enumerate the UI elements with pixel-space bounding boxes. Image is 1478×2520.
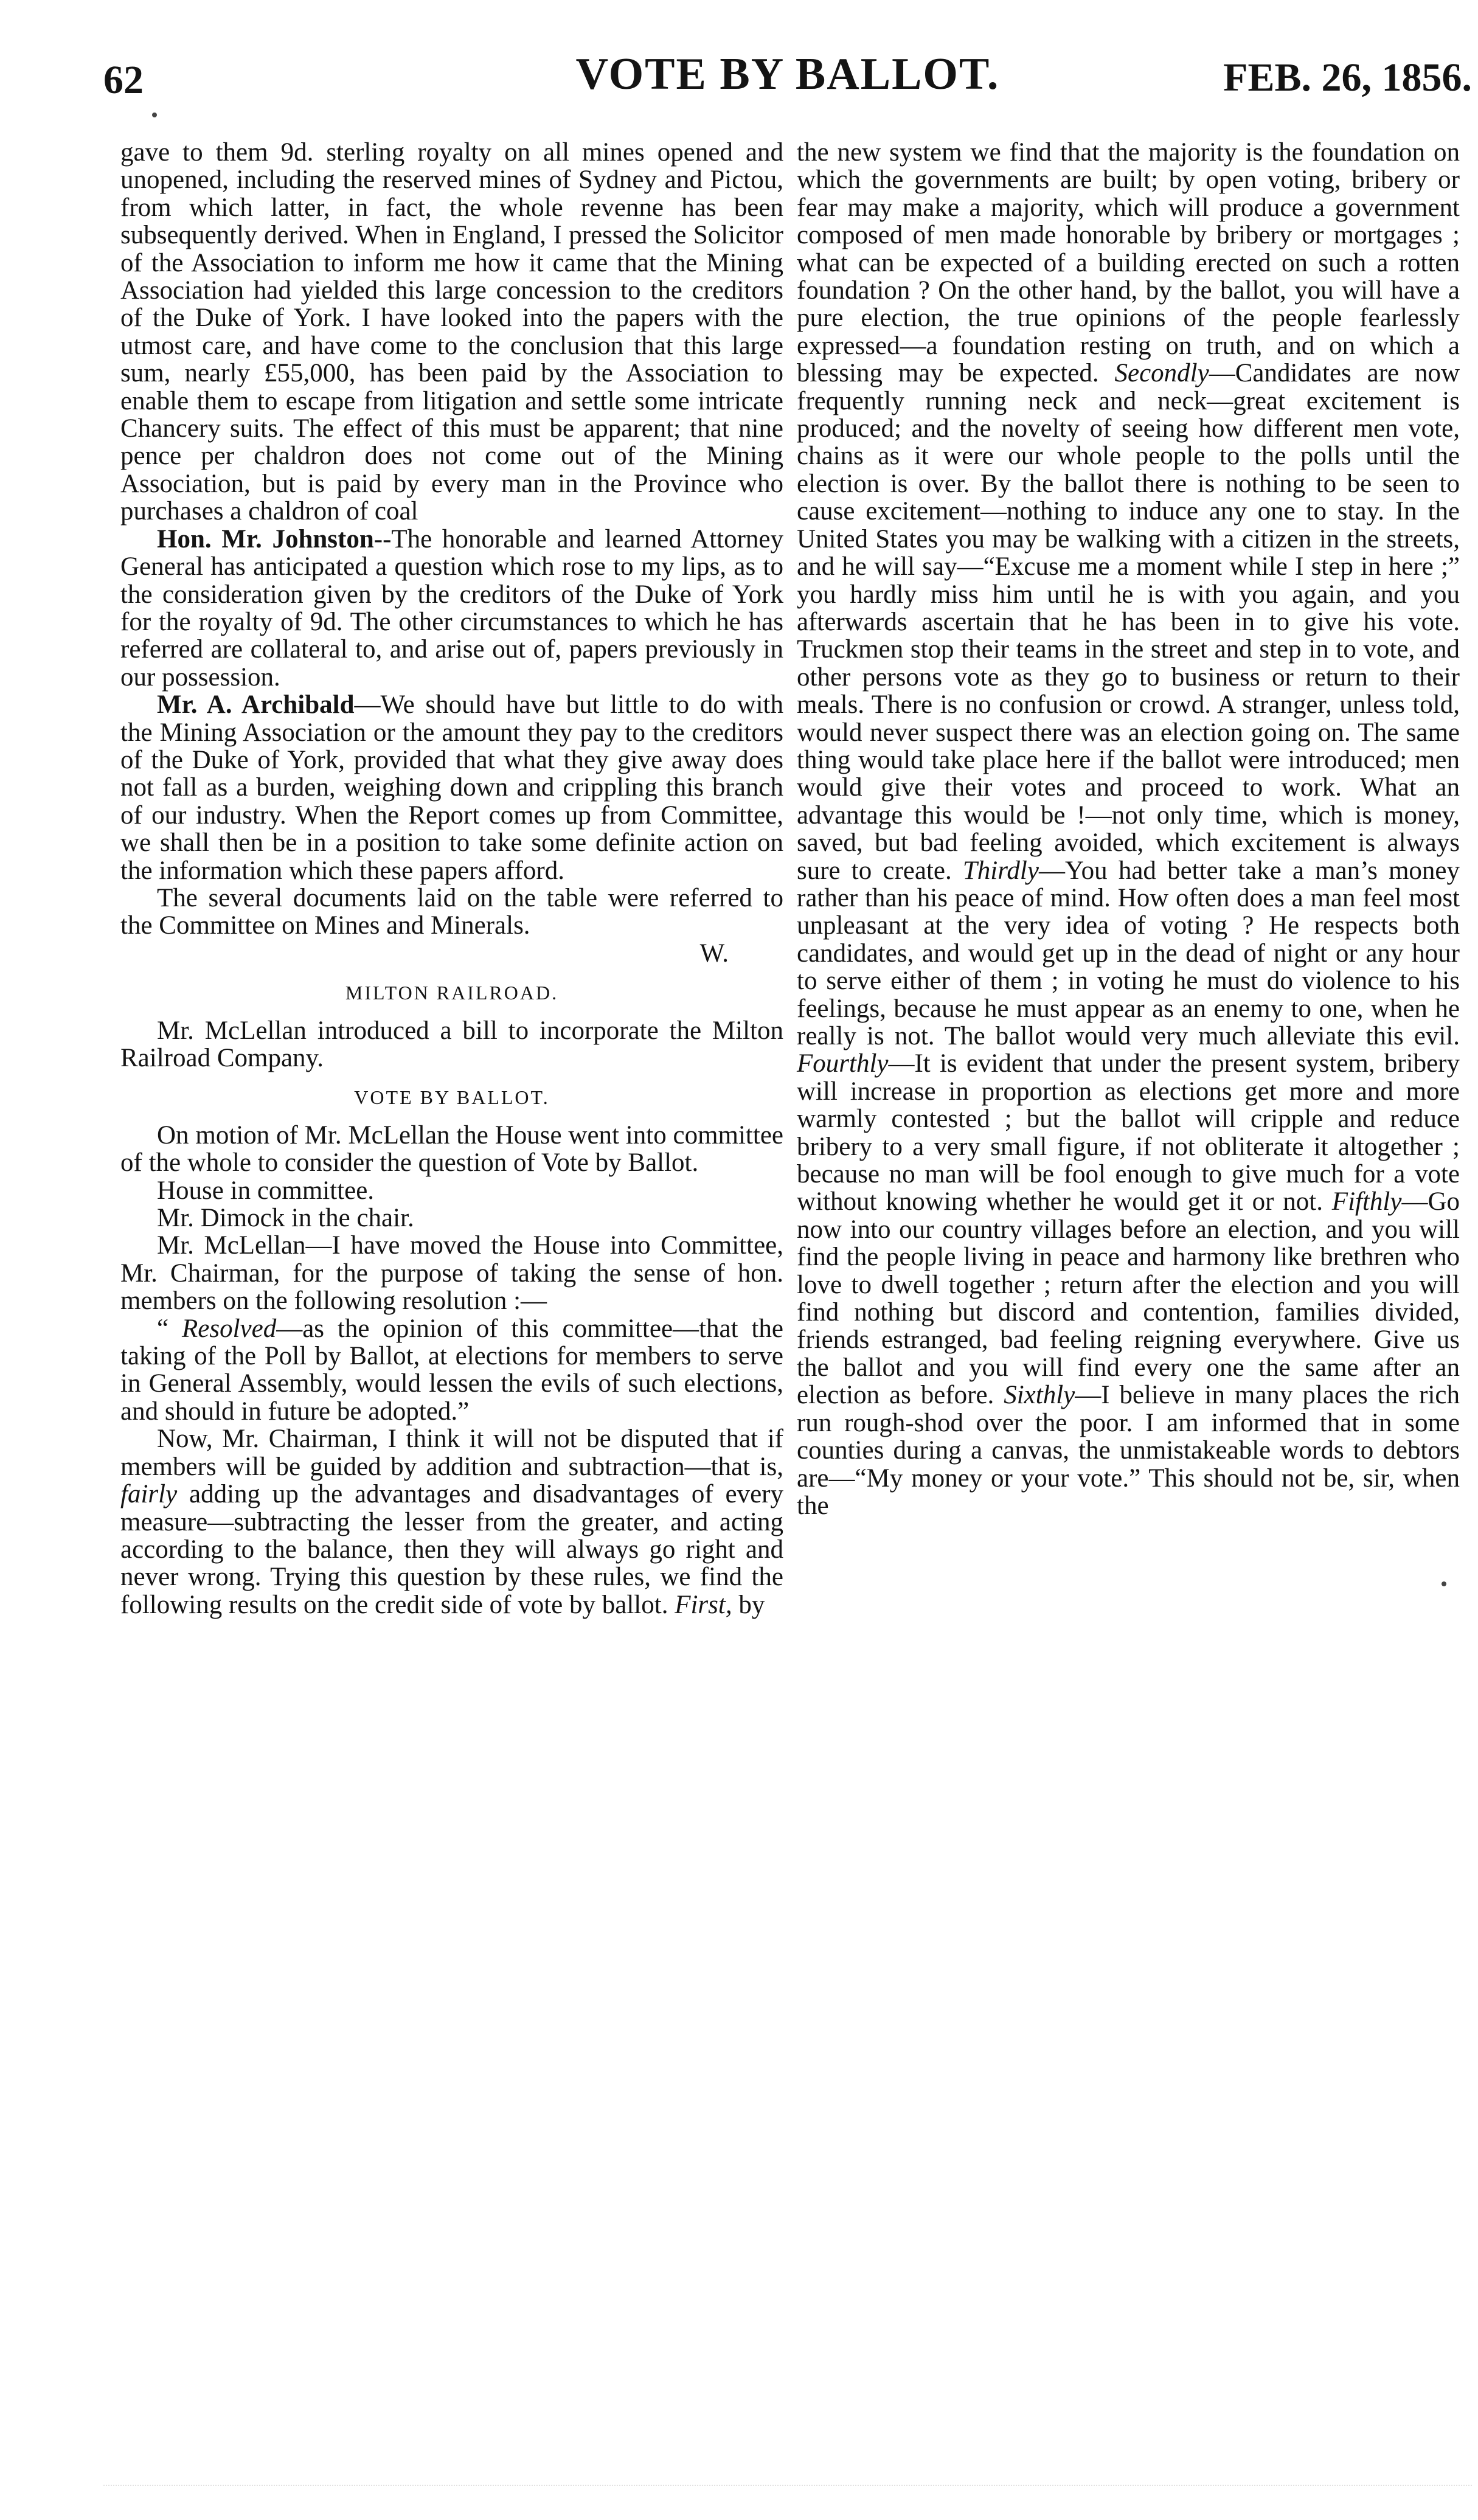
speech-text: --The honorable and learned Attorney General has anticipated a question which rose to my lips, as to the consideration given by the creditors of the Duke of York for the royalty of 9d. The other circumstances to which he has referred are collateral to, and arise out of, papers previously in our possession. — [120, 524, 783, 692]
left-column — [120, 139, 783, 1619]
page-number: 62 — [103, 58, 144, 102]
benefit-text-2: —Candidates are now frequently running neck and neck—great excitement is produced; and the novelty of seeing how different men vote, chains as it were our whole people to the polls until the election is over. By the ballot there is nothing to be seen to cause excitement—nothing to induce any one to stay. In the United States you may be walking with a citizen in the streets, and he will say—“Excuse me a moment while I step in here ;” you hardly miss him until he is with you again, and you afterwards ascertain that he has been in to give his vote. Truckmen stop their teams in the street and step in to vote, and other persons vote as they go to business or return to their meals. There is no confusion or crowd. A stranger, unless told, would never suspect there was an election going on. The same thing would take place here if the ballot were introduced; men would give their votes and proceed to work. What an advantage this would be !—not only time, which is money, saved, but bad feeling avoided, which excitement is always sure to create. — [797, 359, 1460, 885]
paragraph-johnston — [120, 526, 783, 691]
paragraph-motion: On motion of Mr. McLellan the House went into committee of the whole to consider the question of Vote by Ballot. — [120, 1120, 783, 1178]
argument-text-a: Now, Mr. Chairman, I think it will not be disputed that if members will be guided by addition and subtraction—that is, — [120, 1425, 783, 1481]
quote-open: “ — [157, 1314, 182, 1343]
benefit-text-6: —I believe in many places the rich run rough-shod over the poor. I am informed that in some counties during a canvas, the unmistakeable words to debtors are—“My money or your vote.” This should not be, sir, when the — [797, 1381, 1460, 1520]
paragraph-resolution — [120, 1315, 783, 1426]
thirdly-word: Thirdly — [962, 856, 1039, 885]
issue-date: FEB. 26, 1856. — [1223, 55, 1472, 100]
section-heading-milton-railroad: MILTON RAILROAD. — [345, 982, 559, 1004]
resolution-text: —as the opinion of this committee—that the taking of the Poll by Ballot, at elections for members to serve in General Assembly, would lessen the evils of such elections, and should in future be adopted.” — [120, 1314, 783, 1426]
ink-speck — [152, 113, 157, 117]
sixthly-word: Sixthly — [1004, 1381, 1075, 1410]
paragraph-ballot-benefits — [797, 139, 1460, 1519]
running-title: VOTE BY BALLOT. — [575, 49, 1000, 99]
paragraph-mclellan-moves: Mr. McLellan—I have moved the House into Committee, Mr. Chairman, for the purpose of taking the sense of hon. members on the following resolution :— — [120, 1231, 783, 1316]
page-header — [103, 49, 1472, 116]
benefit-text-3: —You had better take a man’s money rather than his peace of mind. How often does a man feel most unpleasant at the very idea of voting ? He respects both candidates, and would get up in the dead of night or any hour to serve either of them ; in voting he must do violence to his feelings, because he must appear as an enemy to one, when he really is not. The ballot would very much alleviate this evil. — [797, 856, 1460, 1050]
fourthly-word: Fourthly — [797, 1049, 889, 1078]
paragraph-house-in-committee: House in committee. — [157, 1176, 375, 1205]
paragraph-chair: Mr. Dimock in the chair. — [157, 1204, 414, 1233]
resolved-word: Resolved — [182, 1314, 277, 1343]
paragraph-argument — [120, 1425, 783, 1619]
speaker-name: Mr. A. Archibald — [157, 690, 355, 720]
section-heading-vote-by-ballot: VOTE BY BALLOT. — [354, 1086, 550, 1109]
paragraph-archibald — [120, 691, 783, 884]
first-word: First, — [675, 1590, 732, 1619]
ink-speck — [1442, 1581, 1446, 1586]
benefit-text-1: the new system we find that the majority is the foundation on which the governments are built; by open voting, bribery or fear may make a majority, which will produce a government composed of men made honorable by bribery or mortgages ; what can be expected of a building erected on such a rotten foundation ? On the other hand, by the ballot, you will have a pure election, the true opinions of the people fearlessly expressed—a foundation resting on truth, and on which a blessing may be expected. — [797, 138, 1460, 388]
paragraph-milton-bill: Mr. McLellan introduced a bill to incorporate the Milton Railroad Company. — [120, 1016, 783, 1072]
secondly-word: Secondly — [1114, 359, 1209, 388]
benefit-text-4: —It is evident that under the present system, bribery will increase in proportion as elections get more and more warmly contested ; but the ballot will cripple and reduce bribery to a very small figure, if not obliterate it altogether ; because no man will be fool enough to give much for a vote without knowing whether he would get it or not. — [797, 1049, 1460, 1217]
print-smudge — [103, 2485, 1472, 2498]
speech-text: —We should have but little to do with the Mining Association or the amount they pay to the creditors of the Duke of York, provided that what they give away does not fall as a burden, weighing down and crippling this branch of our industry. When the Report comes up from Committee, we shall then be in a position to take some definite action on the information which these papers afford. — [120, 690, 783, 885]
argument-text-b: adding up the advantages and disadvantages of every measure—subtracting the lesser from the greater, and acting according to the balance, then they will always go right and never wrong. Trying this question by these rules, we find the following results on the credit side of vote by ballot. — [120, 1480, 783, 1619]
fairly-word: fairly — [120, 1480, 178, 1509]
fifthly-word: Fifthly — [1331, 1187, 1402, 1217]
reporter-signature: W. — [699, 939, 729, 968]
benefit-text-5: —Go now into our country villages before an election, and you will find the people living in peace and harmony like brethren who love to dwell together ; return after the election and you will find nothing but discord and contention, families divided, friends estranged, bad feeling reigning everywhere. Give us the ballot and you will find every one the same after an election as before. — [797, 1187, 1460, 1410]
paragraph-documents-referred: The several documents laid on the table were referred to the Committee on Mines and Minerals. — [120, 883, 783, 940]
paragraph-royalty: gave to them 9d. sterling royalty on all mines opened and unopened, including the reserved mines of Sydney and Pictou, from which latter, in fact, the whole revenne has been subsequently derived. When in England, I pressed the Solicitor of the Association to inform me how it came that the Mining Association had yielded this large concession to the creditors of the Duke of York. I have looked into the papers with the utmost care, and have come to the conclusion that this large sum, nearly £55,000, has been paid by the Association to enable them to escape from litigation and settle some intricate Chancery suits. The effect of this must be apparent; that nine pence per chaldron does not come out of the Mining Association, but is paid by every man in the Province who purchases a chaldron of coal — [120, 138, 783, 526]
speaker-name: Hon. Mr. Johnston — [157, 524, 374, 554]
argument-text-c: by — [732, 1590, 765, 1619]
right-column — [797, 139, 1460, 1519]
